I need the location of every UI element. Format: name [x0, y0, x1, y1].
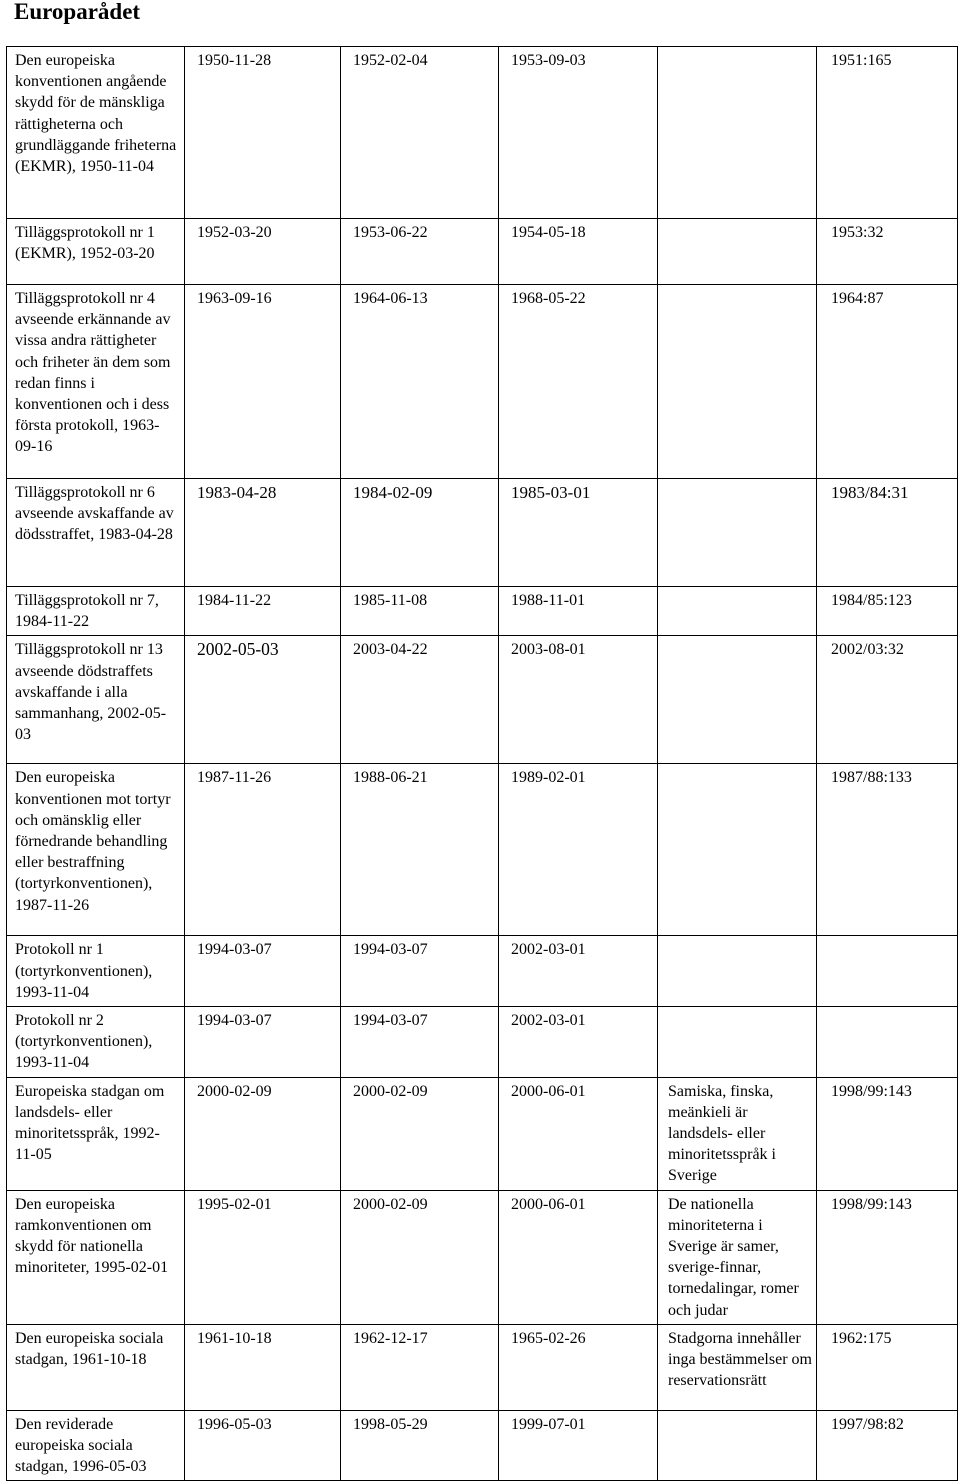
date1-cell: 1994-03-07 [185, 936, 341, 1007]
note-cell [658, 479, 817, 587]
date1-cell: 1984-11-22 [185, 587, 341, 636]
instrument-cell: Tilläggsprotokoll nr 7, 1984-11-22 [7, 587, 185, 636]
date2-cell: 1985-11-08 [341, 587, 499, 636]
table-row [7, 1007, 958, 1078]
date2-cell: 2000-02-09 [341, 1077, 499, 1190]
reference-cell: 1984/85:123 [817, 587, 958, 636]
reference-cell: 1953:32 [817, 219, 958, 285]
date1-cell: 1987-11-26 [185, 764, 341, 936]
table-row [7, 936, 958, 1007]
date3-cell: 1989-02-01 [499, 764, 658, 936]
table-row [7, 1190, 958, 1324]
note-cell [658, 587, 817, 636]
date2-cell: 1984-02-09 [341, 479, 499, 587]
table-row [7, 1324, 958, 1410]
instrument-cell: Europeiska stadgan om landsdels- eller minoritetsspråk, 1992-11-05 [7, 1077, 185, 1190]
date2-cell: 1964-06-13 [341, 285, 499, 479]
note-cell [658, 636, 817, 764]
note-cell: De nationella minoriteterna i Sverige är samer, sverige-finnar, tornedalingar, romer och judar [658, 1190, 817, 1324]
date1-cell: 2002-05-03 [185, 636, 341, 764]
date1-cell: 1996-05-03 [185, 1410, 341, 1481]
instrument-cell: Protokoll nr 2 (tortyrkonventionen), 1993-11-04 [7, 1007, 185, 1078]
reference-cell: 2002/03:32 [817, 636, 958, 764]
table-row [7, 285, 958, 479]
date1-cell: 1994-03-07 [185, 1007, 341, 1078]
reference-cell: 1998/99:143 [817, 1190, 958, 1324]
date2-cell: 1953-06-22 [341, 219, 499, 285]
date3-cell: 2000-06-01 [499, 1190, 658, 1324]
date1-cell: 1961-10-18 [185, 1324, 341, 1410]
note-cell [658, 1410, 817, 1481]
note-cell [658, 936, 817, 1007]
instrument-cell: Den europeiska konventionen angående skydd för de mänskliga rättigheterna och grundläggande friheterna (EKMR), 1950-11-04 [7, 47, 185, 219]
date1-cell: 2000-02-09 [185, 1077, 341, 1190]
treaty-table [6, 46, 958, 1481]
date2-cell: 2000-02-09 [341, 1190, 499, 1324]
note-cell [658, 285, 817, 479]
reference-cell [817, 1007, 958, 1078]
table-row [7, 1410, 958, 1481]
date2-cell: 1994-03-07 [341, 1007, 499, 1078]
date3-cell: 1953-09-03 [499, 47, 658, 219]
note-cell [658, 47, 817, 219]
date1-cell: 1983-04-28 [185, 479, 341, 587]
date2-cell: 1952-02-04 [341, 47, 499, 219]
note-cell [658, 1007, 817, 1078]
table-row [7, 636, 958, 764]
date2-cell: 2003-04-22 [341, 636, 499, 764]
date3-cell: 2000-06-01 [499, 1077, 658, 1190]
instrument-cell: Tilläggsprotokoll nr 4 avseende erkännande av vissa andra rättigheter och friheter än dem som redan finns i konventionen och i dess första protokoll, 1963-09-16 [7, 285, 185, 479]
reference-cell: 1983/84:31 [817, 479, 958, 587]
table-row [7, 1077, 958, 1190]
date1-cell: 1950-11-28 [185, 47, 341, 219]
reference-cell: 1962:175 [817, 1324, 958, 1410]
date2-cell: 1962-12-17 [341, 1324, 499, 1410]
date1-cell: 1995-02-01 [185, 1190, 341, 1324]
instrument-cell: Tilläggsprotokoll nr 1 (EKMR), 1952-03-20 [7, 219, 185, 285]
reference-cell: 1987/88:133 [817, 764, 958, 936]
note-cell [658, 219, 817, 285]
date3-cell: 2003-08-01 [499, 636, 658, 764]
reference-cell: 1998/99:143 [817, 1077, 958, 1190]
instrument-cell: Protokoll nr 1 (tortyrkonventionen), 1993-11-04 [7, 936, 185, 1007]
page-title: Europarådet [14, 0, 141, 24]
date3-cell: 2002-03-01 [499, 936, 658, 1007]
note-cell: Samiska, finska, meänkieli är landsdels- eller minoritetsspråk i Sverige [658, 1077, 817, 1190]
date3-cell: 1988-11-01 [499, 587, 658, 636]
date3-cell: 2002-03-01 [499, 1007, 658, 1078]
table-row [7, 587, 958, 636]
date2-cell: 1994-03-07 [341, 936, 499, 1007]
date2-cell: 1998-05-29 [341, 1410, 499, 1481]
note-cell: Stadgorna innehåller inga bestämmelser om reservationsrätt [658, 1324, 817, 1410]
instrument-cell: Den europeiska ramkonventionen om skydd för nationella minoriteter, 1995-02-01 [7, 1190, 185, 1324]
table-row [7, 219, 958, 285]
instrument-cell: Tilläggsprotokoll nr 13 avseende dödstraffets avskaffande i alla sammanhang, 2002-05-03 [7, 636, 185, 764]
instrument-cell: Den reviderade europeiska sociala stadgan, 1996-05-03 [7, 1410, 185, 1481]
instrument-cell: Den europeiska sociala stadgan, 1961-10-18 [7, 1324, 185, 1410]
date3-cell: 1999-07-01 [499, 1410, 658, 1481]
reference-cell: 1964:87 [817, 285, 958, 479]
table-row [7, 764, 958, 936]
date3-cell: 1985-03-01 [499, 479, 658, 587]
instrument-cell: Tilläggsprotokoll nr 6 avseende avskaffande av dödsstraffet, 1983-04-28 [7, 479, 185, 587]
date3-cell: 1965-02-26 [499, 1324, 658, 1410]
reference-cell: 1997/98:82 [817, 1410, 958, 1481]
date1-cell: 1963-09-16 [185, 285, 341, 479]
table-row [7, 47, 958, 219]
note-cell [658, 764, 817, 936]
table-row [7, 479, 958, 587]
date3-cell: 1954-05-18 [499, 219, 658, 285]
instrument-cell: Den europeiska konventionen mot tortyr och omänsklig eller förnedrande behandling eller bestraffning (tortyrkonventionen), 1987-11-26 [7, 764, 185, 936]
treaty-table-body [7, 47, 958, 1481]
date1-cell: 1952-03-20 [185, 219, 341, 285]
reference-cell: 1951:165 [817, 47, 958, 219]
date2-cell: 1988-06-21 [341, 764, 499, 936]
date3-cell: 1968-05-22 [499, 285, 658, 479]
reference-cell [817, 936, 958, 1007]
